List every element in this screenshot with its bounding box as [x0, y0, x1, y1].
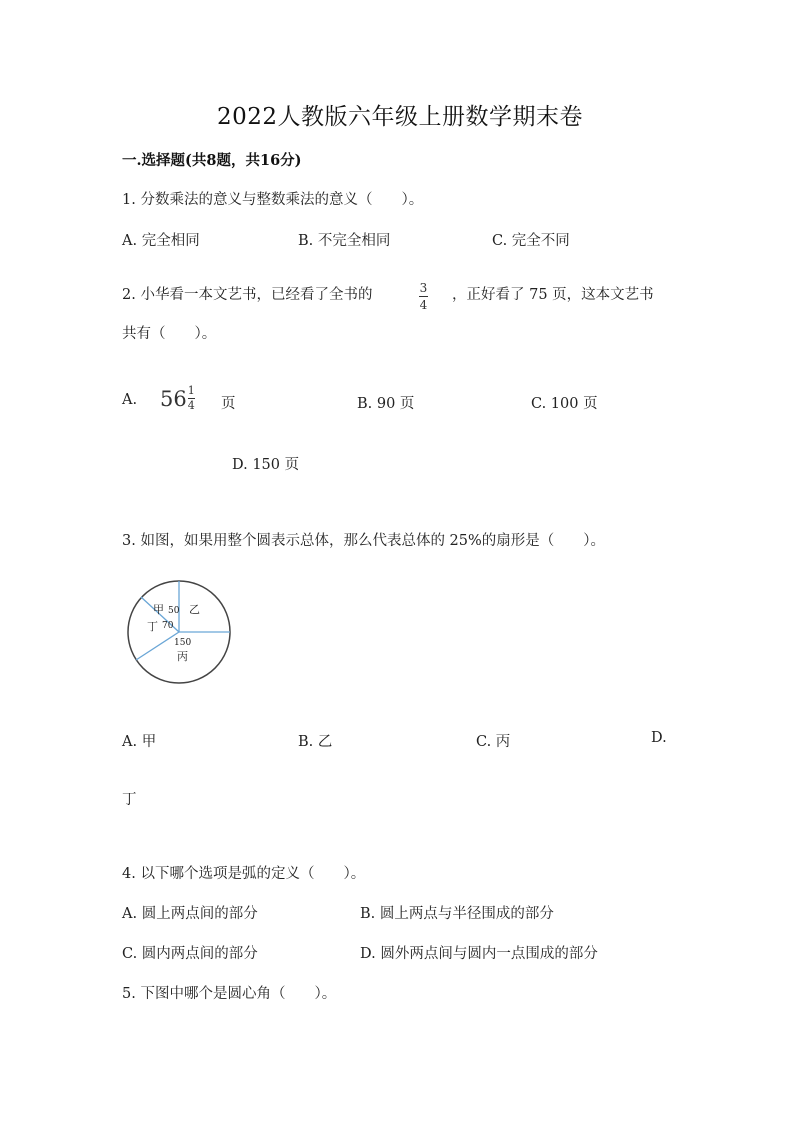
q4-option-a[interactable]: A. 圆上两点间的部分 [122, 906, 258, 922]
q2-option-b[interactable]: B. 90 页 [357, 396, 415, 412]
fraction-bar [419, 296, 428, 297]
section-heading: 一.选择题(共8题，共16分) [122, 152, 302, 169]
fraction-denominator: 4 [419, 298, 428, 312]
question-1-text: 1. 分数乘法的意义与整数乘法的意义（ ）。 [122, 192, 424, 208]
q4-option-d[interactable]: D. 圆外两点间与圆内一点围成的部分 [360, 946, 598, 962]
q2-option-a-unit: 页 [221, 396, 236, 412]
question-5-text: 5. 下图中哪个是圆心角（ ）。 [122, 986, 337, 1002]
q3-option-d[interactable]: D. [651, 730, 667, 746]
label-jia: 甲 [153, 603, 164, 616]
q1-option-a[interactable]: A. 完全相同 [122, 233, 200, 249]
label-deg-70: 70 [162, 621, 174, 631]
mixed-numerator: 1 [187, 384, 195, 397]
label-bing: 丙 [177, 650, 188, 663]
question-2-text-start: 2. 小华看一本文艺书，已经看了全书的 [122, 287, 373, 303]
q2-option-d[interactable]: D. 150 页 [232, 457, 300, 473]
question-3-text: 3. 如图，如果用整个圆表示总体，那么代表总体的 25%的扇形是（ ）。 [122, 533, 606, 549]
radius-line-lower-left [136, 632, 179, 660]
q3-option-a[interactable]: A. 甲 [122, 734, 157, 750]
q3-option-c[interactable]: C. 丙 [476, 734, 511, 750]
q1-option-c[interactable]: C. 完全不同 [492, 233, 570, 249]
question-2-text-end: ，正好看了 75 页，这本文艺书 [452, 287, 654, 303]
question-2-text-line2: 共有（ ）。 [122, 326, 217, 342]
q3-option-b[interactable]: B. 乙 [298, 734, 333, 750]
q2-option-c[interactable]: C. 100 页 [531, 396, 598, 412]
label-deg-50: 50 [168, 606, 180, 616]
mixed-denominator: 4 [187, 399, 195, 412]
label-ding: 丁 [147, 620, 158, 633]
q4-option-c[interactable]: C. 圆内两点间的部分 [122, 946, 258, 962]
label-yi: 乙 [189, 603, 200, 616]
q2-option-a-mixed-number [160, 385, 195, 412]
page-title: 2022人教版六年级上册数学期末卷 [216, 104, 584, 130]
q4-option-b[interactable]: B. 圆上两点与半径围成的部分 [360, 906, 554, 922]
fraction-three-quarters [419, 277, 428, 312]
pie-diagram [122, 580, 242, 690]
fraction-numerator: 3 [419, 281, 428, 295]
q1-option-b[interactable]: B. 不完全相同 [298, 233, 391, 249]
label-deg-150: 150 [174, 638, 192, 648]
question-4-text: 4. 以下哪个选项是弧的定义（ ）。 [122, 866, 366, 882]
mixed-whole: 56 [160, 386, 187, 411]
q2-option-a-label[interactable]: A. [122, 392, 138, 408]
q3-option-d-continued[interactable]: 丁 [122, 792, 137, 808]
